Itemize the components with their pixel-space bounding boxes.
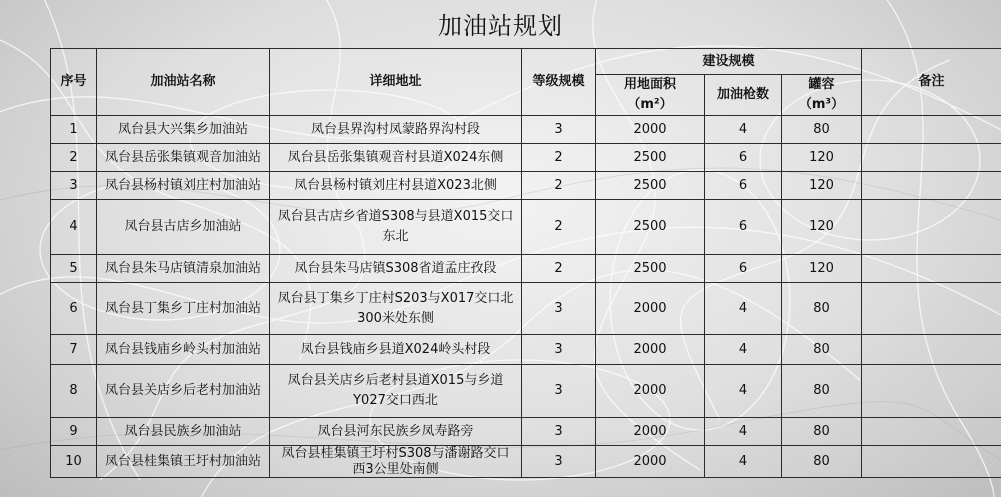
- cell-area: 2000: [596, 335, 705, 365]
- cell-tank: 80: [782, 116, 862, 144]
- cell-address-line2: 300米处东侧: [357, 310, 434, 326]
- cell-address-line1: 凤台县桂集镇王圩村S308与潘谢路交口: [281, 446, 510, 461]
- cell-seq: 6: [51, 283, 97, 335]
- cell-address: [270, 255, 522, 283]
- cell-area: 2500: [596, 200, 705, 255]
- cell-address-line2: Y027交口西北: [353, 393, 438, 408]
- cell-grade: 2: [522, 200, 596, 255]
- cell-area: 2000: [596, 365, 705, 418]
- header-tank: [782, 75, 862, 116]
- cell-address-line1: 凤台县界沟村凤蒙路界沟村段: [310, 121, 480, 137]
- cell-tank: 120: [782, 172, 862, 200]
- cell-address: [270, 283, 522, 335]
- cell-address-line2: 西3公里处南侧: [352, 462, 439, 477]
- cell-seq: 4: [51, 200, 97, 255]
- cell-address: [270, 418, 522, 446]
- cell-area: 2500: [596, 255, 705, 283]
- cell-area: 2000: [596, 283, 705, 335]
- cell-name: 凤台县岳张集镇观音加油站: [97, 144, 270, 172]
- header-guns: 加油枪数: [705, 75, 782, 116]
- cell-seq: 5: [51, 255, 97, 283]
- cell-guns: 4: [705, 365, 782, 418]
- cell-remark: [862, 255, 1001, 283]
- cell-seq: 3: [51, 172, 97, 200]
- cell-guns: 6: [705, 144, 782, 172]
- cell-grade: 3: [522, 446, 596, 478]
- cell-tank: 80: [782, 283, 862, 335]
- cell-remark: [862, 172, 1001, 200]
- cell-name: 凤台县朱马店镇清泉加油站: [97, 255, 270, 283]
- cell-address: [270, 116, 522, 144]
- cell-name: 凤台县杨村镇刘庄村加油站: [97, 172, 270, 200]
- cell-address-line1: 凤台县杨村镇刘庄村县道X023北侧: [294, 177, 497, 193]
- cell-grade: 3: [522, 335, 596, 365]
- cell-name: 凤台县丁集乡丁庄村加油站: [97, 283, 270, 335]
- cell-address-line1: 凤台县丁集乡丁庄村S203与X017交口北: [277, 290, 514, 306]
- cell-grade: 2: [522, 144, 596, 172]
- cell-area: 2000: [596, 418, 705, 446]
- cell-address: [270, 172, 522, 200]
- cell-area: 2500: [596, 172, 705, 200]
- cell-guns: 4: [705, 283, 782, 335]
- cell-address: [270, 200, 522, 255]
- cell-guns: 4: [705, 418, 782, 446]
- cell-tank: 120: [782, 255, 862, 283]
- cell-area: 2500: [596, 144, 705, 172]
- cell-remark: [862, 116, 1001, 144]
- cell-address-line1: 凤台县岳张集镇观音村县道X024东侧: [287, 149, 504, 165]
- cell-seq: 2: [51, 144, 97, 172]
- page-title: 加油站规划: [438, 12, 563, 40]
- header-row: [51, 49, 1001, 75]
- cell-area: 2000: [596, 446, 705, 478]
- cell-name: 凤台县民族乡加油站: [97, 418, 270, 446]
- header-area-line1: 用地面积: [623, 77, 676, 92]
- cell-grade: 3: [522, 418, 596, 446]
- cell-grade: 2: [522, 255, 596, 283]
- cell-grade: 3: [522, 283, 596, 335]
- cell-name: 凤台县关店乡后老村加油站: [97, 365, 270, 418]
- header-tank-line2: （m³）: [798, 97, 845, 112]
- header-remark: 备注: [862, 49, 1001, 116]
- cell-seq: 10: [51, 446, 97, 478]
- cell-area: 2000: [596, 116, 705, 144]
- cell-remark: [862, 446, 1001, 478]
- table-row: [51, 200, 1001, 255]
- table-row: [51, 446, 1001, 478]
- cell-name: 凤台县桂集镇王圩村加油站: [97, 446, 270, 478]
- header-name: 加油站名称: [97, 49, 270, 116]
- cell-name: 凤台县古店乡加油站: [97, 200, 270, 255]
- cell-tank: 80: [782, 446, 862, 478]
- cell-tank: 80: [782, 335, 862, 365]
- cell-remark: [862, 418, 1001, 446]
- cell-tank: 120: [782, 144, 862, 172]
- cell-address: [270, 365, 522, 418]
- cell-name: 凤台县钱庙乡岭头村加油站: [97, 335, 270, 365]
- table-row: [51, 335, 1001, 365]
- header-grade: 等级规模: [522, 49, 596, 116]
- cell-address: [270, 446, 522, 478]
- gas-station-plan-table: [50, 48, 1001, 478]
- header-area: [596, 75, 705, 116]
- header-area-line2: （m²）: [627, 97, 673, 112]
- table-row: [51, 418, 1001, 446]
- cell-guns: 4: [705, 446, 782, 478]
- header-construction: 建设规模: [596, 49, 862, 75]
- cell-tank: 80: [782, 365, 862, 418]
- cell-seq: 9: [51, 418, 97, 446]
- cell-guns: 6: [705, 200, 782, 255]
- cell-seq: 8: [51, 365, 97, 418]
- cell-seq: 7: [51, 335, 97, 365]
- cell-tank: 120: [782, 200, 862, 255]
- table-row: [51, 144, 1001, 172]
- cell-address-line1: 凤台县河东民族乡凤寿路旁: [317, 423, 474, 439]
- cell-guns: 6: [705, 172, 782, 200]
- table-row: [51, 255, 1001, 283]
- header-seq: 序号: [51, 49, 97, 116]
- table-row: [51, 116, 1001, 144]
- header-tank-line1: 罐容: [808, 77, 835, 92]
- cell-grade: 3: [522, 365, 596, 418]
- table-row: [51, 283, 1001, 335]
- table-row: [51, 365, 1001, 418]
- cell-address-line1: 凤台县古店乡省道S308与县道X015交口: [277, 209, 514, 224]
- cell-guns: 4: [705, 116, 782, 144]
- cell-address: [270, 144, 522, 172]
- cell-tank: 80: [782, 418, 862, 446]
- cell-address-line1: 凤台县朱马店镇S308省道孟庄孜段: [294, 260, 497, 276]
- cell-address: [270, 335, 522, 365]
- cell-remark: [862, 335, 1001, 365]
- cell-seq: 1: [51, 116, 97, 144]
- cell-remark: [862, 283, 1001, 335]
- cell-guns: 6: [705, 255, 782, 283]
- cell-name: 凤台县大兴集乡加油站: [97, 116, 270, 144]
- cell-remark: [862, 200, 1001, 255]
- table-row: [51, 172, 1001, 200]
- cell-remark: [862, 144, 1001, 172]
- cell-address-line1: 凤台县钱庙乡县道X024岭头村段: [300, 341, 491, 357]
- cell-guns: 4: [705, 335, 782, 365]
- cell-grade: 3: [522, 116, 596, 144]
- cell-address-line1: 凤台县关店乡后老村县道X015与乡道: [287, 373, 504, 388]
- cell-address-line2: 东北: [382, 229, 409, 244]
- cell-grade: 2: [522, 172, 596, 200]
- header-address: 详细地址: [270, 49, 522, 116]
- cell-remark: [862, 365, 1001, 418]
